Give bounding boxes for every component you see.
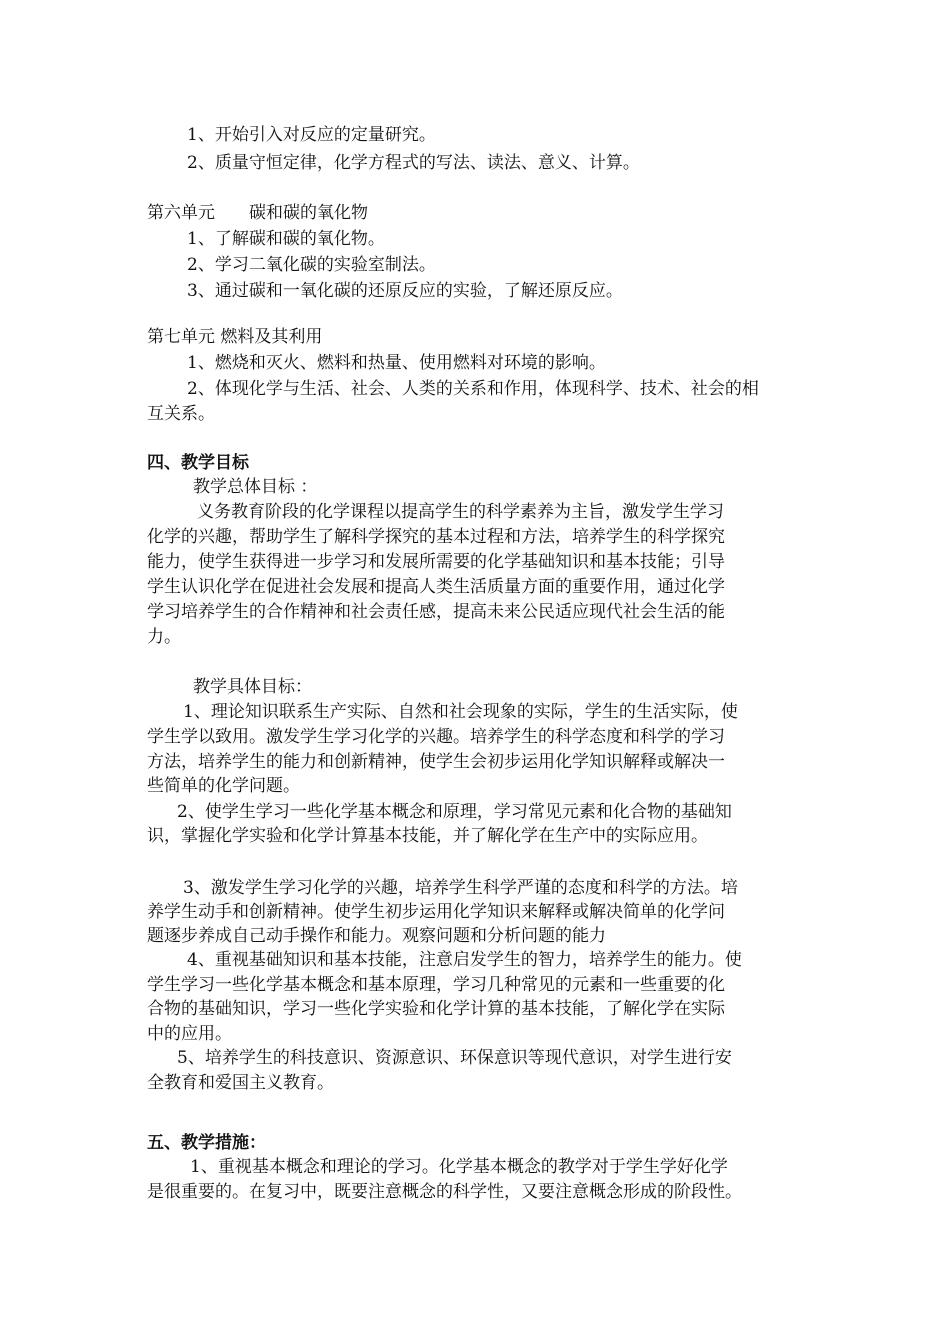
goal3-line-2: 养学生动手和创新精神。使学生初步运用化学知识来解释或解决简单的化学问	[147, 902, 725, 922]
overall-goal-label: 教学总体目标 ：	[193, 477, 318, 497]
goal5-line-2: 全教育和爱国主义教育。	[147, 1073, 334, 1093]
overall-goal-line-6: 力。	[147, 627, 181, 647]
unit5-item-1: 1、开始引入对反应的定量研究。	[187, 125, 436, 145]
goal3-line-1: 3、激发学生学习化学的兴趣，培养学生科学严谨的态度和科学的方法。培	[183, 878, 738, 898]
goal2-line-1: 2、使学生学习一些化学基本概念和原理，学习常见元素和化合物的基础知	[177, 802, 732, 822]
overall-goal-line-2: 化学的兴趣，帮助学生了解科学探究的基本过程和方法，培养学生的科学探究	[147, 527, 725, 547]
goal2-line-2: 识，掌握化学实验和化学计算基本技能，并了解化学在生产中的实际应用。	[147, 826, 708, 846]
unit5-item-2: 2、质量守恒定律，化学方程式的写法、读法、意义、计算。	[187, 153, 640, 173]
unit6-title: 第六单元 碳和碳的氧化物	[147, 203, 368, 223]
overall-goal-line-3: 能力，使学生获得进一步学习和发展所需要的化学基础知识和基本技能；引导	[147, 552, 725, 572]
goal4-line-3: 合物的基础知识，学习一些化学实验和化学计算的基本技能，了解化学在实际	[147, 999, 725, 1019]
unit7-item-2-cont: 互关系。	[147, 404, 215, 424]
specific-goal-label: 教学具体目标：	[193, 677, 312, 697]
overall-goal-line-5: 学习培养学生的合作精神和社会责任感，提高未来公民适应现代社会生活的能	[147, 602, 725, 622]
measure1-line-2: 是很重要的。在复习中，既要注意概念的科学性，又要注意概念形成的阶段性。	[147, 1182, 742, 1202]
goal1-line-3: 方法，培养学生的能力和创新精神，使学生会初步运用化学知识解释或解决一	[147, 752, 725, 772]
overall-goal-line-4: 学生认识化学在促进社会发展和提高人类生活质量方面的重要作用，通过化学	[147, 577, 725, 597]
goal1-line-4: 些简单的化学问题。	[147, 776, 300, 796]
goal4-line-1: 4、重视基础知识和基本技能，注意启发学生的智力，培养学生的能力。使	[187, 950, 742, 970]
goal4-line-4: 中的应用。	[147, 1024, 232, 1044]
section4-heading: 四、教学目标	[147, 453, 249, 473]
unit6-item-1: 1、了解碳和碳的氧化物。	[187, 229, 385, 249]
unit7-item-2: 2、体现化学与生活、社会、人类的关系和作用，体现科学、技术、社会的相	[187, 379, 759, 399]
goal4-line-2: 学生学习一些化学基本概念和基本原理，学习几种常见的元素和一些重要的化	[147, 975, 725, 995]
unit6-item-2: 2、学习二氧化碳的实验室制法。	[187, 255, 436, 275]
unit7-item-1: 1、燃烧和灭火、燃料和热量、使用燃料对环境的影响。	[187, 353, 606, 373]
unit7-title: 第七单元 燃料及其利用	[147, 327, 323, 347]
goal1-line-1: 1、理论知识联系生产实际、自然和社会现象的实际，学生的生活实际，使	[183, 702, 738, 722]
overall-goal-line-1: 义务教育阶段的化学课程以提高学生的科学素养为主旨，激发学生学习	[197, 502, 724, 522]
section5-heading: 五、教学措施：	[147, 1133, 266, 1153]
goal1-line-2: 学生学以致用。激发学生学习化学的兴趣。培养学生的科学态度和科学的学习	[147, 727, 725, 747]
unit6-item-3: 3、通过碳和一氧化碳的还原反应的实验，了解还原反应。	[187, 281, 623, 301]
measure1-line-1: 1、重视基本概念和理论的学习。化学基本概念的教学对于学生学好化学	[190, 1157, 728, 1177]
goal3-line-3: 题逐步养成自己动手操作和能力。观察问题和分析问题的能力	[147, 926, 606, 946]
goal5-line-1: 5、培养学生的科技意识、资源意识、环保意识等现代意识，对学生进行安	[177, 1048, 732, 1068]
